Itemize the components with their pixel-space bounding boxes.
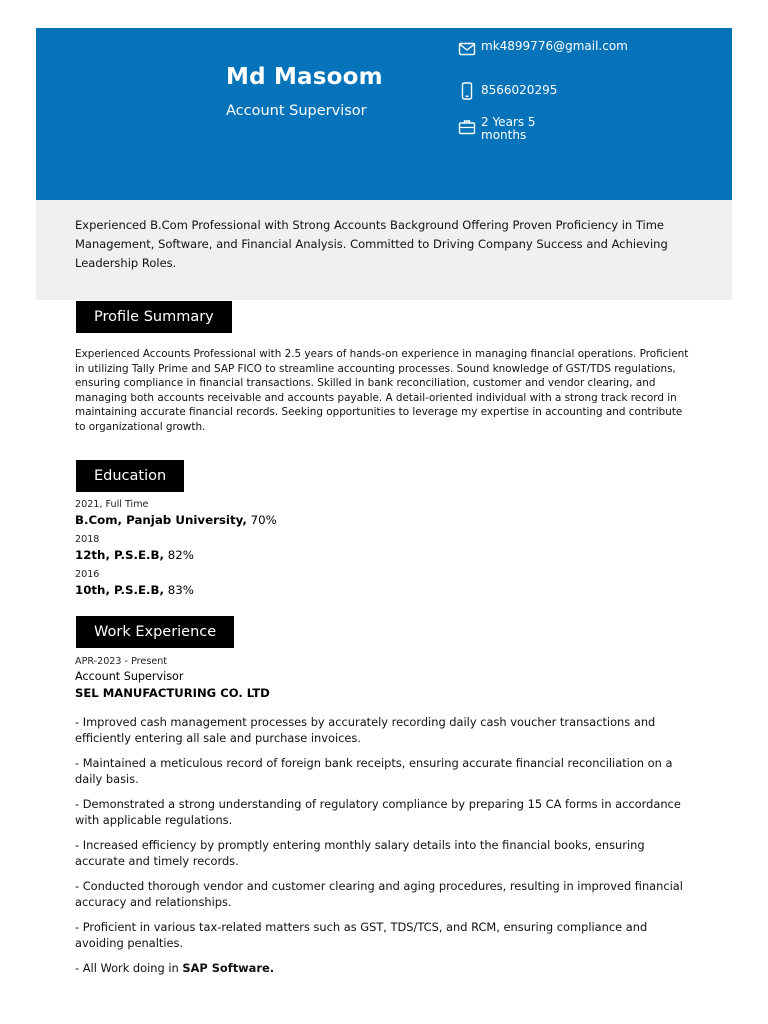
education-date: 2021, Full Time <box>75 499 149 510</box>
job-bullet <box>75 961 695 977</box>
education-degree <box>75 583 194 597</box>
degree-score: 70% <box>250 513 277 527</box>
profile-summary-heading: Profile Summary <box>76 301 232 333</box>
profile-summary-text: Experienced Accounts Professional with 2.5 years of hands-on experience in managing financial operations. Proficient in utilizing Tally Prime and SAP FICO to streamline accounting processes. Sound knowledge of GST/TDS regulations, ensuring compliance in financial transactions. Skilled in bank reconciliation, customer and vendor clearing, and managing both accounts receivable and accounts payable. A detail-oriented individual with a strong track record in maintaining accurate financial records. Seeking opportunities to leverage my expertise in accounting and contribute to organizational growth. <box>75 348 689 433</box>
resume-header <box>36 28 732 200</box>
experience-line-1: 2 Years 5 <box>481 115 536 129</box>
job-bullet-text: - All Work doing in <box>75 961 179 975</box>
degree-name: 10th, P.S.E.B, <box>75 583 164 597</box>
degree-name: B.Com, Panjab University, <box>75 513 247 527</box>
job-bullet: - Improved cash management processes by accurately recording daily cash voucher transactions and efficiently entering all sale and purchase invoices. <box>75 715 656 745</box>
briefcase-icon <box>458 118 476 136</box>
education-degree <box>75 513 277 527</box>
phone-icon <box>458 82 476 100</box>
job-bullet-bold: SAP Software. <box>182 961 275 975</box>
education-date: 2016 <box>75 569 100 580</box>
work-experience-heading: Work Experience <box>76 616 234 648</box>
job-bullet: - Conducted thorough vendor and customer clearing and aging procedures, resulting in improved financial accuracy and relationships. <box>75 879 683 909</box>
phone-text: 8566020295 <box>481 83 558 97</box>
education-degree <box>75 548 194 562</box>
job-bullet: - Proficient in various tax-related matters such as GST, TDS/TCS, and RCM, ensuring compliance and avoiding penalties. <box>75 920 648 950</box>
mail-icon <box>458 40 476 58</box>
experience-line-2: months <box>481 128 527 142</box>
email-text: mk4899776@gmail.com <box>481 39 628 53</box>
degree-name: 12th, P.S.E.B, <box>75 548 164 562</box>
intro-text: Experienced B.Com Professional with Strong Accounts Background Offering Proven Proficiency in Time Management, Software, and Financial Analysis. Committed to Driving Company Success and Achieving Leadership Roles. <box>75 218 668 270</box>
candidate-title: Account Supervisor <box>226 103 367 119</box>
education-heading: Education <box>76 460 184 492</box>
candidate-name: Md Masoom <box>226 64 383 90</box>
intro-banner <box>36 200 732 300</box>
job-bullet: - Increased efficiency by promptly entering monthly salary details into the financial books, ensuring accurate and timely records. <box>75 838 645 868</box>
degree-score: 82% <box>167 548 194 562</box>
job-bullet: - Maintained a meticulous record of foreign bank receipts, ensuring accurate financial reconciliation on a daily basis. <box>75 756 673 786</box>
degree-score: 83% <box>167 583 194 597</box>
education-date: 2018 <box>75 534 100 545</box>
job-role: Account Supervisor <box>75 670 184 683</box>
job-bullet: - Demonstrated a strong understanding of regulatory compliance by preparing 15 CA forms in accordance with applicable regulations. <box>75 797 681 827</box>
job-company: SEL MANUFACTURING CO. LTD <box>75 686 270 700</box>
experience-text <box>481 116 536 142</box>
job-date: APR-2023 - Present <box>75 656 168 667</box>
